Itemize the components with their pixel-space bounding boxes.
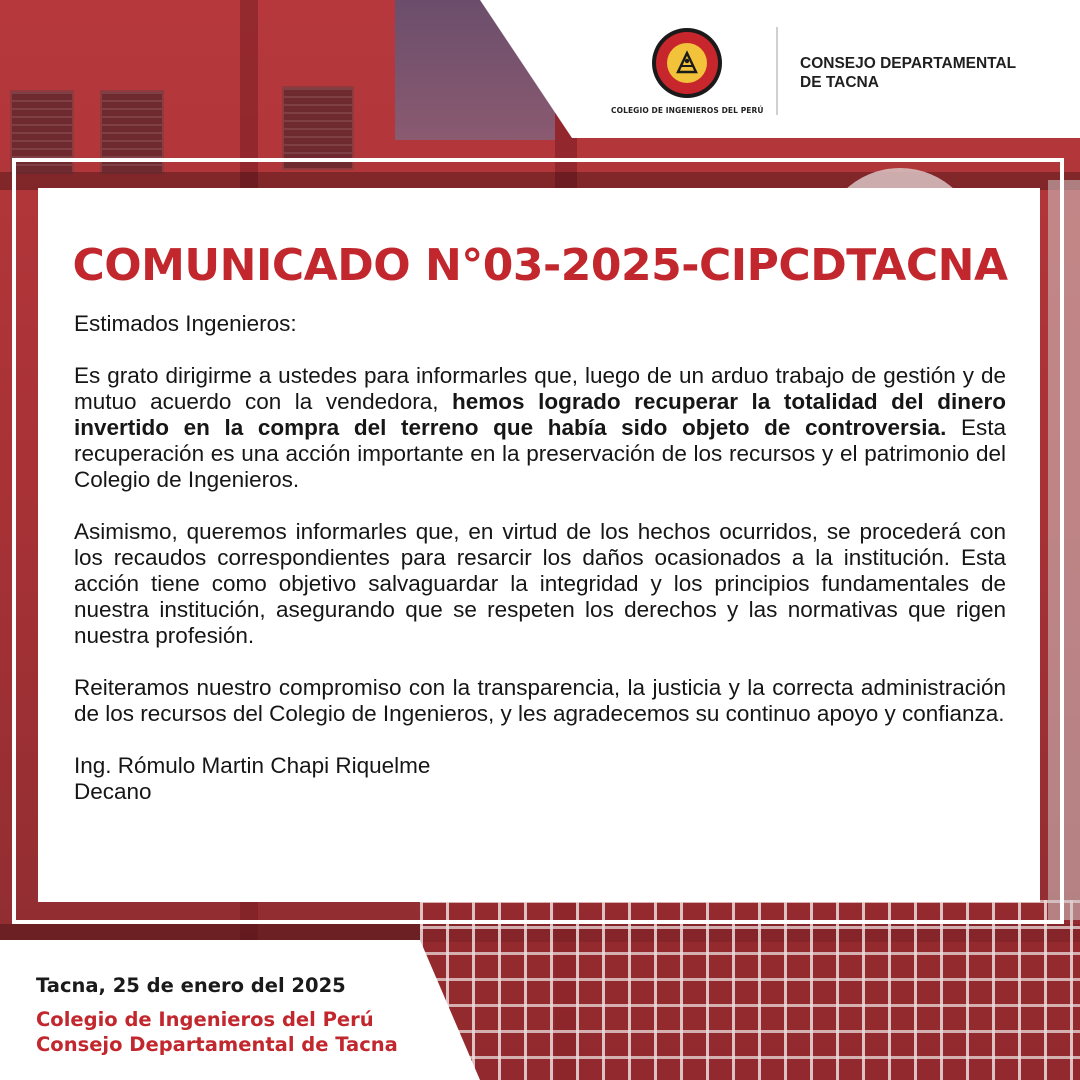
header-title bbox=[800, 54, 1016, 92]
header-divider bbox=[776, 27, 778, 115]
greeting: Estimados Ingenieros: bbox=[74, 311, 297, 336]
footer-org-line1: Colegio de Ingenieros del Perú bbox=[36, 1008, 374, 1031]
header-title-line1: CONSEJO DEPARTAMENTAL bbox=[800, 55, 1017, 72]
logo-caption: COLEGIO DE INGENIEROS DEL PERÚ bbox=[611, 106, 764, 115]
paragraph-2: Asimismo, queremos informarles que, en virtud de los hechos ocurridos, se procederá con los recaudos correspondientes para resarcir los daños ocasionados a la institución. Esta acción tiene como objetivo salvaguardar la integridad y los principios fundamentales de nuestra institución, asegurando que se respeten los derechos y las normativas que rigen nuestra profesión. bbox=[74, 519, 1006, 648]
footer-date: Tacna, 25 de enero del 2025 bbox=[36, 974, 346, 997]
paragraph-3: Reiteramos nuestro compromiso con la transparencia, la justicia y la correcta administración de los recursos del Colegio de Ingenieros, y les agradecemos su continuo apoyo y confianza. bbox=[74, 675, 1006, 726]
paragraph-1-end: Esta recuperación es una acción importante en la preservación de los recursos y el patrimonio del Colegio de Ingenieros. bbox=[74, 415, 1006, 492]
notice-title: COMUNICADO N°03-2025-CIPCDTACNA bbox=[72, 240, 1008, 291]
signer-name: Ing. Rómulo Martin Chapi Riquelme bbox=[74, 753, 431, 778]
cip-emblem-icon bbox=[672, 48, 702, 78]
logo-center bbox=[667, 43, 707, 83]
signer-role: Decano bbox=[74, 779, 152, 804]
paragraph-1 bbox=[74, 363, 1006, 493]
notice-body bbox=[74, 311, 1006, 805]
footer-org-line2: Consejo Departamental de Tacna bbox=[36, 1033, 398, 1056]
logo-ring bbox=[656, 32, 718, 94]
paragraph-1-start: Es grato dirigirme a ustedes para informarles que, luego de un arduo trabajo de gestión y de mutuo acuerdo con la vendedora, bbox=[74, 363, 1006, 414]
footer-organization bbox=[36, 1007, 398, 1057]
cip-logo bbox=[652, 28, 722, 98]
header-title-line2: DE TACNA bbox=[800, 74, 879, 91]
paragraph-1-highlight: hemos logrado recuperar la totalidad del dinero invertido en la compra del terreno que había sido objeto de controversia. bbox=[74, 389, 1006, 440]
metal-fence bbox=[420, 900, 1080, 1080]
